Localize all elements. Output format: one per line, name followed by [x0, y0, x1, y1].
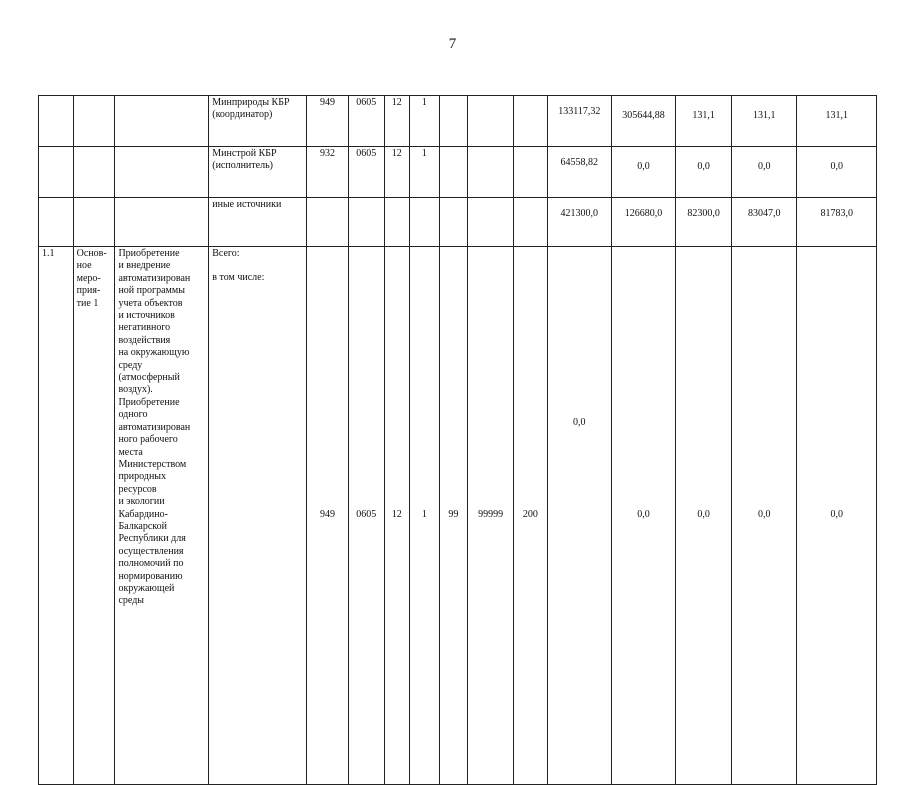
target-article-cell: 99 — [439, 247, 468, 785]
rzpr-cell: 0605 — [348, 147, 384, 198]
table-row — [39, 247, 877, 785]
text-line: нормированию — [118, 570, 183, 582]
executor-cell: Всего: в том числе: — [209, 247, 307, 785]
expense-type-cell — [514, 96, 548, 147]
target-article-cell — [410, 198, 440, 247]
target-article-cell: 99999 — [468, 247, 514, 785]
number-cell — [39, 96, 74, 147]
table-row — [39, 198, 877, 247]
value-cell: 126680,0 — [611, 198, 675, 247]
rzpr-cell: 0605 — [348, 247, 384, 785]
value-cell: 0,0 — [676, 147, 732, 198]
text-line: (атмосферный — [118, 372, 180, 384]
target-article-cell — [468, 198, 514, 247]
text-line: Приобретение — [118, 396, 180, 408]
value-cell: 0,0 — [732, 247, 797, 785]
text-line: и экологии — [118, 496, 165, 508]
rzpr-cell — [348, 198, 384, 247]
text-line: природных — [118, 471, 167, 483]
text-line: меро- — [76, 272, 101, 284]
target-article-cell — [439, 198, 468, 247]
target-article-cell — [468, 147, 514, 198]
expense-type-cell: 200 — [514, 247, 548, 785]
text-line: ресурсов — [118, 483, 157, 495]
target-article-cell: 12 — [384, 96, 409, 147]
page-number: 7 — [448, 36, 457, 52]
text-line: автоматизирован — [118, 421, 191, 433]
value-cell: 81783,0 — [797, 198, 877, 247]
executor-cell: иные источники — [209, 198, 307, 247]
value-cell: 0,0 — [611, 147, 675, 198]
target-article-cell — [468, 96, 514, 147]
text-line: на окружающую — [118, 347, 190, 359]
executor-cell: Минстрой КБР (исполнитель) — [209, 147, 307, 198]
target-article-cell: 1 — [410, 147, 440, 198]
text-line: осуществления — [118, 545, 184, 557]
status-text — [77, 248, 112, 310]
value-cell: 421300,0 — [547, 198, 611, 247]
target-article-cell: 1 — [410, 247, 440, 785]
value-cell: 82300,0 — [676, 198, 732, 247]
value-cell: 0,0 — [732, 147, 797, 198]
status-cell — [73, 96, 115, 147]
grbs-cell: 949 — [307, 247, 349, 785]
value-cell: 0,0 — [611, 247, 675, 785]
text-line: негативного — [118, 322, 171, 334]
text-line: Основ- — [76, 248, 107, 259]
target-article-cell — [439, 147, 468, 198]
text-line: среды — [118, 595, 145, 607]
text-line: и внедрение — [118, 260, 171, 272]
text-line: Балкарской — [118, 520, 167, 532]
target-article-cell: 1 — [410, 96, 440, 147]
text-line: места — [118, 446, 143, 458]
target-article-cell — [384, 198, 409, 247]
expense-type-cell — [514, 147, 548, 198]
grbs-cell: 949 — [307, 96, 349, 147]
value-cell: 0,0 — [676, 247, 732, 785]
description-cell — [115, 247, 209, 785]
text-line: Министерством — [118, 458, 187, 470]
text-line: прия- — [76, 285, 101, 297]
text-line: ной программы — [118, 285, 185, 297]
executor-cell: Минприроды КБР (координатор) — [209, 96, 307, 147]
rzpr-cell: 0605 — [348, 96, 384, 147]
number-cell — [39, 147, 74, 198]
grbs-cell — [307, 198, 349, 247]
status-cell — [73, 198, 115, 247]
value-cell: 131,1 — [732, 96, 797, 147]
number-cell: 1.1 — [39, 247, 74, 785]
text-line: ного рабочего — [118, 434, 178, 446]
table-row — [39, 147, 877, 198]
number-cell — [39, 198, 74, 247]
description-text — [118, 248, 205, 608]
text-line: одного — [118, 409, 148, 421]
text-line: Приобретение — [118, 248, 180, 259]
status-cell — [73, 247, 115, 785]
text-line: окружающей — [118, 582, 175, 594]
text-line: учета объектов — [118, 297, 183, 309]
text-line: автоматизирован — [118, 272, 191, 284]
value-cell: 305644,88 — [611, 96, 675, 147]
value-cell: 83047,0 — [732, 198, 797, 247]
value-cell: 133117,32 — [547, 96, 611, 147]
text-line: воздух). — [118, 384, 153, 396]
text-line: ное — [76, 260, 92, 272]
text-line: полномочий по — [118, 558, 184, 570]
text-line: среду — [118, 359, 143, 371]
value-cell: 0,0 — [547, 247, 611, 785]
target-article-cell — [439, 96, 468, 147]
grbs-cell: 932 — [307, 147, 349, 198]
value-cell: 0,0 — [797, 147, 877, 198]
status-cell — [73, 147, 115, 198]
description-cell — [115, 96, 209, 147]
value-cell: 64558,82 — [547, 147, 611, 198]
description-cell — [115, 198, 209, 247]
value-cell: 0,0 — [797, 247, 877, 785]
budget-table — [38, 95, 877, 785]
table-row — [39, 96, 877, 147]
target-article-cell: 12 — [384, 147, 409, 198]
description-cell — [115, 147, 209, 198]
target-article-cell: 12 — [384, 247, 409, 785]
text-line: Кабардино- — [118, 508, 168, 520]
text-line: тие 1 — [76, 297, 99, 309]
expense-type-cell — [514, 198, 548, 247]
value-cell: 131,1 — [676, 96, 732, 147]
text-line: воздействия — [118, 334, 171, 346]
value-cell: 131,1 — [797, 96, 877, 147]
text-line: Республики для — [118, 533, 186, 545]
text-line: и источников — [118, 310, 175, 322]
